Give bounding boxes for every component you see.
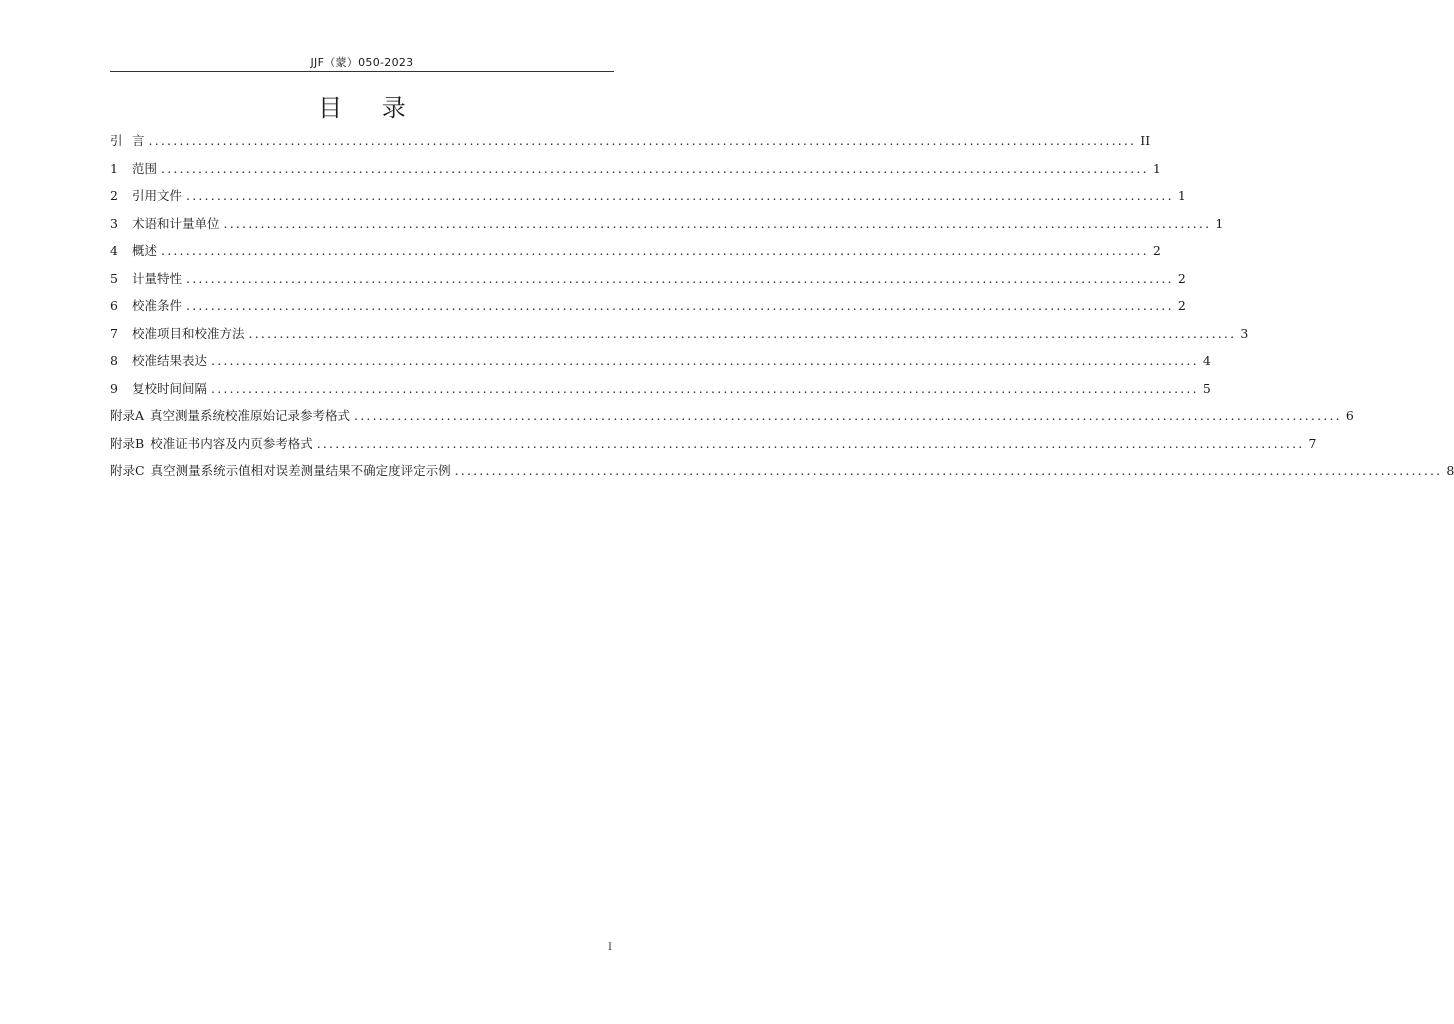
toc-entry-number: 附录B <box>110 435 145 451</box>
toc-entry[interactable] <box>110 320 1249 348</box>
toc-entry-page: 2 <box>1177 298 1186 313</box>
toc-entry-page: 1 <box>1177 188 1186 203</box>
toc-dot-leader: ................................................................................................................................................................ <box>161 160 1149 176</box>
toc-entry-number: 2 <box>110 188 118 203</box>
toc-entry-label: 言 <box>132 133 145 148</box>
toc-entry-page: 3 <box>1240 325 1249 341</box>
toc-entry-label: 校准结果表达 <box>132 353 208 368</box>
toc-entry-label: 术语和计量单位 <box>132 215 220 231</box>
toc-dot-leader: ................................................................................................................................................................ <box>186 188 1174 203</box>
toc-entry-page: 5 <box>1202 380 1211 396</box>
toc-entry-label: 真空测量系统示值相对误差测量结果不确定度评定示例 <box>150 463 451 478</box>
toc-entry-label: 校准证书内容及内页参考格式 <box>150 435 313 451</box>
toc-entry[interactable] <box>110 347 1211 375</box>
toc-entry[interactable] <box>110 155 1161 183</box>
header-rule <box>110 71 614 72</box>
toc-entry-page: 2 <box>1177 270 1186 286</box>
toc-dot-leader: ................................................................................................................................................................ <box>211 380 1199 396</box>
toc-entry[interactable] <box>110 430 1317 458</box>
toc-dot-leader: ................................................................................................................................................................ <box>148 133 1137 148</box>
toc-entry-page: 7 <box>1308 435 1317 451</box>
toc-dot-leader: ................................................................................................................................................................ <box>316 435 1305 451</box>
toc-entry-number: 引 <box>110 133 123 148</box>
running-header: JJF（蒙）050-2023 <box>310 56 414 69</box>
toc-entry-label: 复校时间间隔 <box>132 380 208 396</box>
toc-title: 目 录 <box>318 94 422 122</box>
toc-entry[interactable] <box>110 375 1211 403</box>
toc-entry-number: 7 <box>110 325 118 341</box>
toc-entry[interactable] <box>110 210 1224 238</box>
toc-dot-leader: ................................................................................................................................................................ <box>454 463 1443 478</box>
toc-entry-label: 范围 <box>132 160 158 176</box>
table-of-contents <box>110 127 1454 485</box>
toc-entry-page: 2 <box>1152 243 1161 258</box>
toc-entry[interactable] <box>110 237 1161 265</box>
page-number: I <box>608 942 612 953</box>
toc-entry-page: 8 <box>1446 463 1454 478</box>
toc-entry[interactable] <box>110 127 1151 155</box>
toc-entry-number: 6 <box>110 298 118 313</box>
toc-entry-page: 1 <box>1152 160 1161 176</box>
toc-entry-label: 计量特性 <box>132 270 183 286</box>
toc-dot-leader: ................................................................................................................................................................ <box>248 325 1237 341</box>
toc-entry-label: 概述 <box>132 243 158 258</box>
toc-dot-leader: ................................................................................................................................................................ <box>161 243 1149 258</box>
toc-entry-label: 引用文件 <box>132 188 183 203</box>
toc-entry-label: 校准项目和校准方法 <box>132 325 245 341</box>
toc-entry-number: 5 <box>110 270 118 286</box>
toc-entry[interactable] <box>110 292 1186 320</box>
toc-entry-page: 6 <box>1345 408 1354 423</box>
toc-entry[interactable] <box>110 457 1454 485</box>
toc-dot-leader: ................................................................................................................................................................ <box>223 215 1212 231</box>
toc-entry[interactable] <box>110 265 1186 293</box>
toc-dot-leader: ................................................................................................................................................................ <box>186 298 1174 313</box>
toc-entry-number: 8 <box>110 353 118 368</box>
toc-entry-page: II <box>1140 133 1151 148</box>
toc-entry-label: 真空测量系统校准原始记录参考格式 <box>150 408 351 423</box>
toc-dot-leader: ................................................................................................................................................................ <box>211 353 1199 368</box>
toc-entry-number: 9 <box>110 380 118 396</box>
toc-dot-leader: ................................................................................................................................................................ <box>354 408 1342 423</box>
toc-entry-number: 附录C <box>110 463 145 478</box>
toc-dot-leader: ................................................................................................................................................................ <box>186 270 1174 286</box>
toc-entry-number: 4 <box>110 243 118 258</box>
toc-entry-number: 3 <box>110 215 118 231</box>
toc-entry[interactable] <box>110 182 1186 210</box>
toc-entry[interactable] <box>110 402 1354 430</box>
toc-entry-number: 附录A <box>110 408 145 423</box>
toc-entry-number: 1 <box>110 160 118 176</box>
toc-entry-page: 4 <box>1202 353 1211 368</box>
toc-entry-label: 校准条件 <box>132 298 183 313</box>
toc-entry-page: 1 <box>1215 215 1224 231</box>
